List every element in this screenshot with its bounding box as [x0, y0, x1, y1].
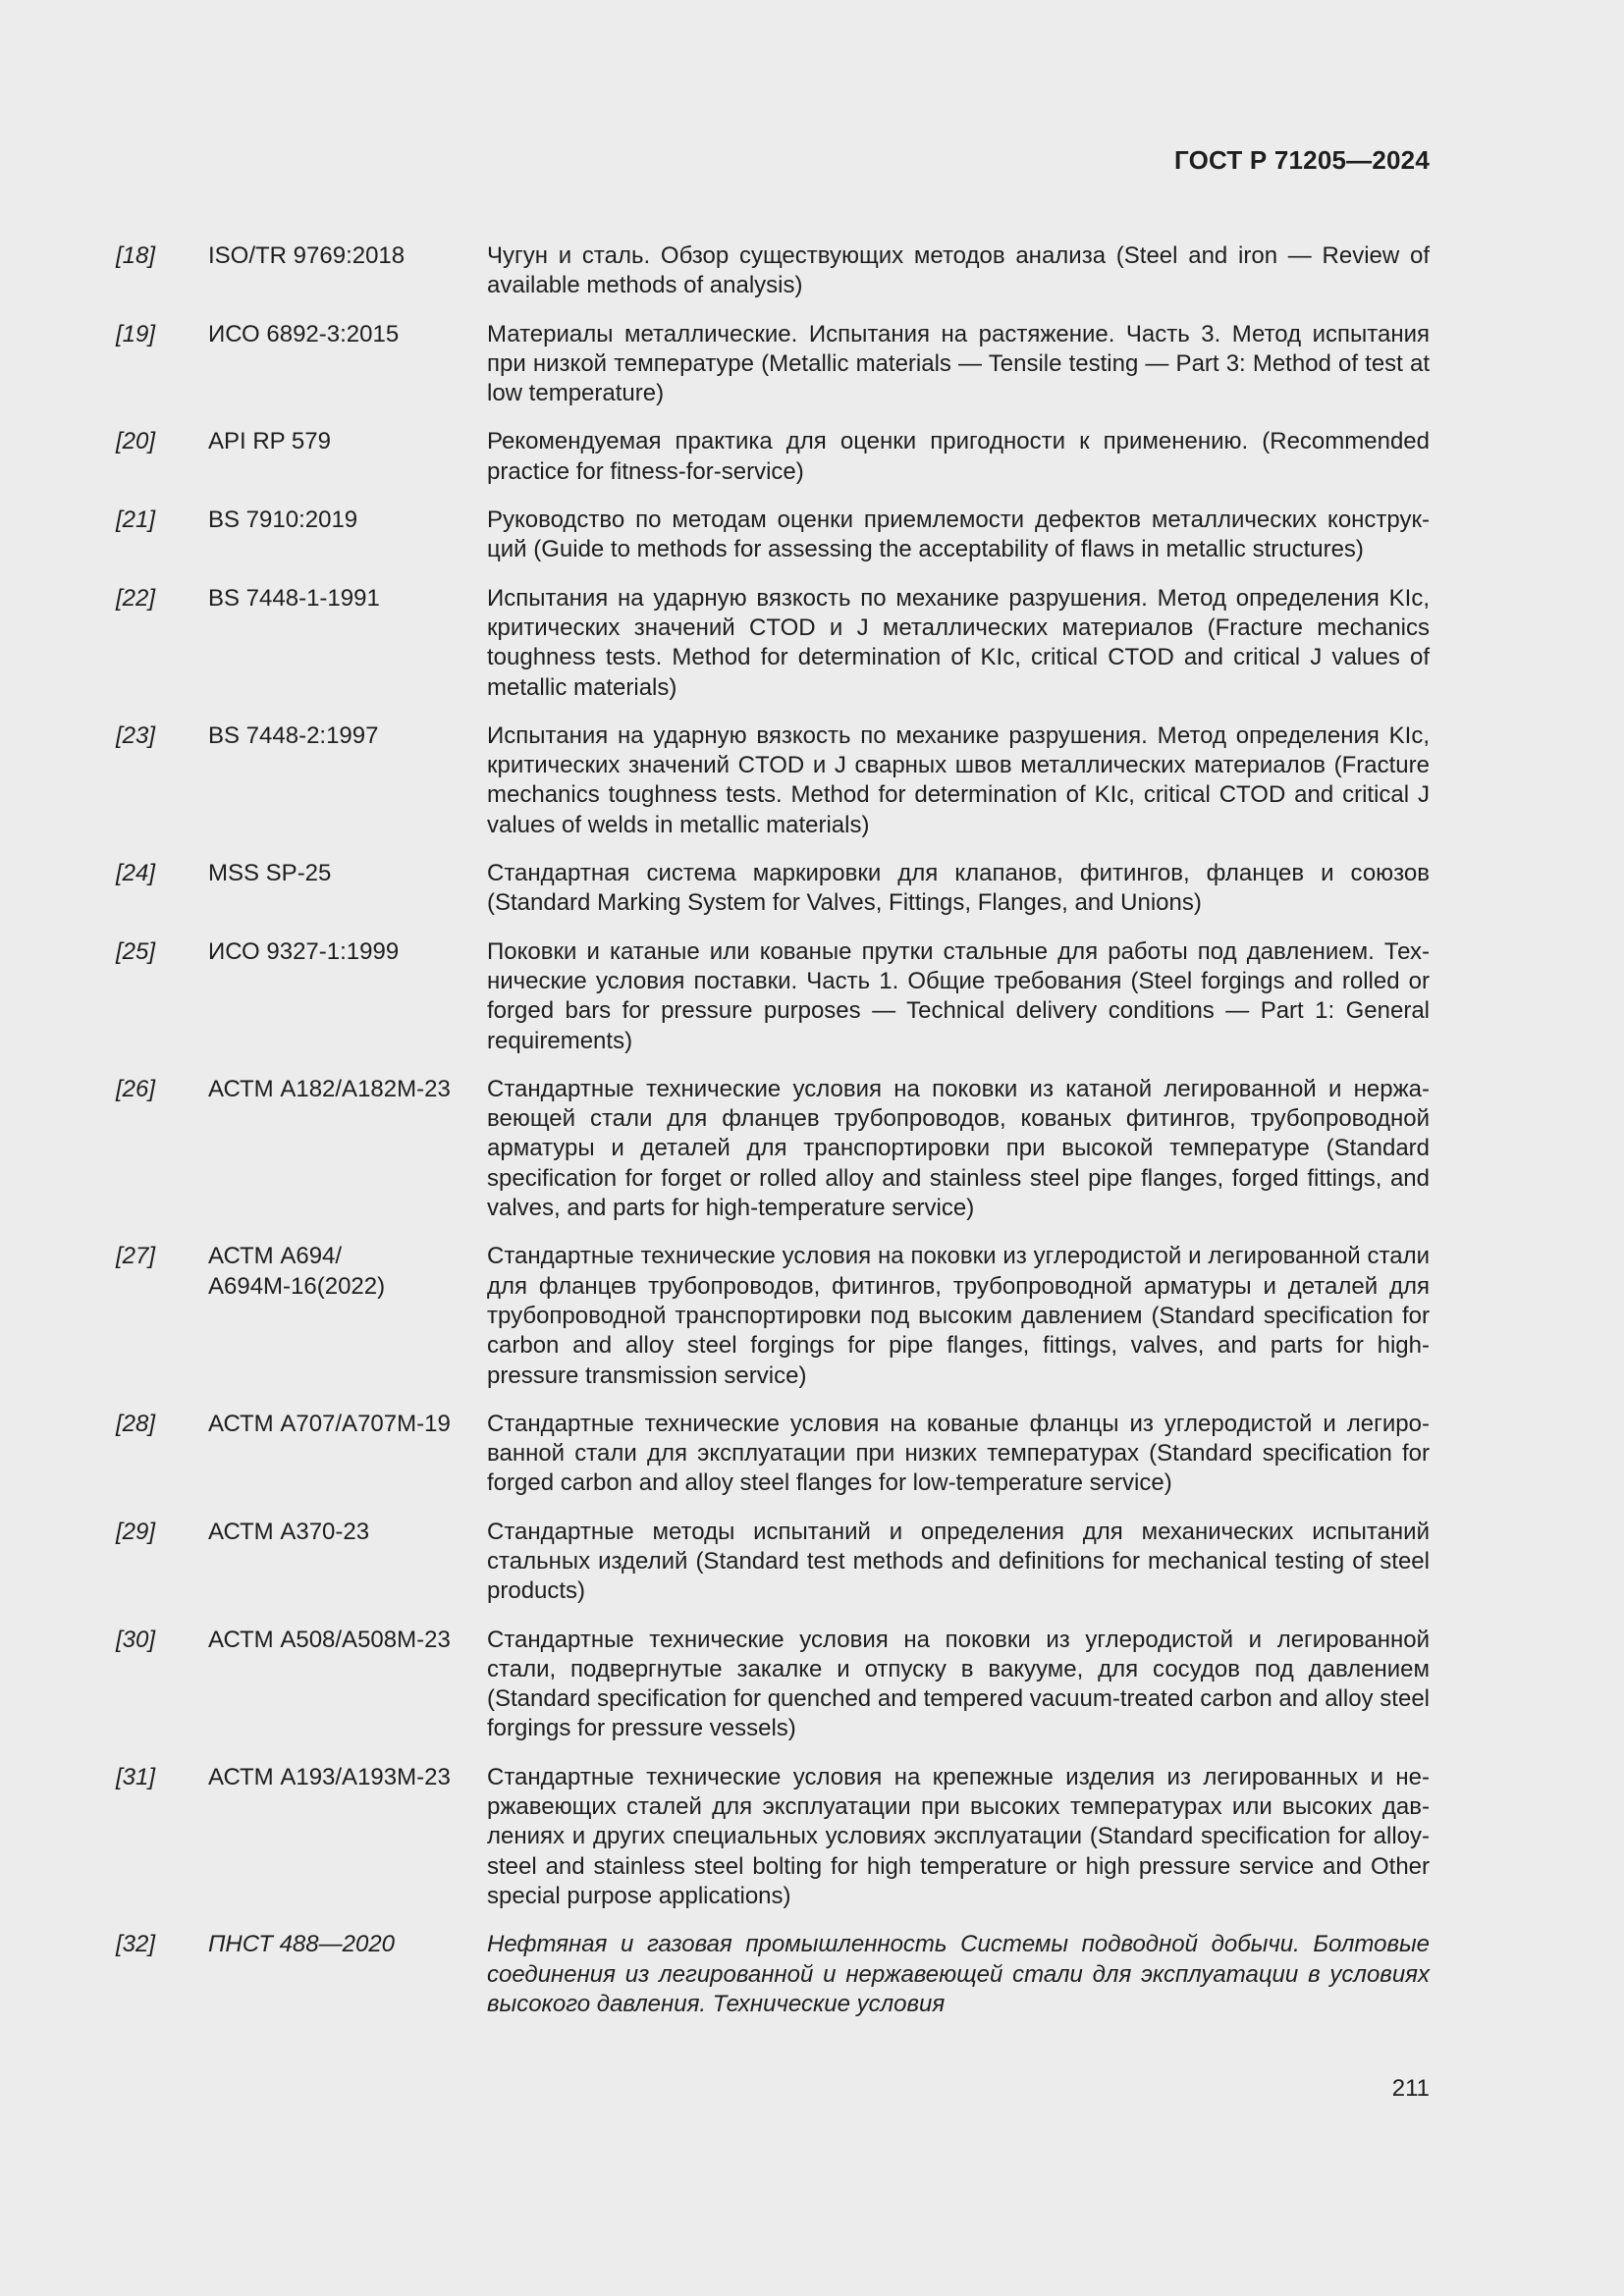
- entry-standard-code: ИСО 6892-3:2015: [208, 320, 400, 347]
- entry-standard-code: АСТМ А182/А182М-23: [208, 1075, 451, 1102]
- entry-standard-code: ИСО 9327-1:1999: [208, 937, 400, 965]
- entry-number: [31]: [116, 1763, 156, 1790]
- bibliography-entry: [116, 1930, 1430, 2019]
- bibliography-entry: [116, 320, 1430, 409]
- entry-number: [26]: [116, 1075, 156, 1102]
- entry-title: Стандартная система маркировки для клапанов, фитингов, фланцев и союзов (Standard Marking System for Valves, Fittings, Flanges, and Unions): [487, 860, 1430, 917]
- bibliography-entry: [116, 721, 1430, 840]
- entry-standard-code: АСТМ А694/ А694М-16(2022): [208, 1243, 386, 1300]
- bibliography-entry: [116, 241, 1430, 301]
- entry-title: Стандартные методы испытаний и определения для механических испытаний стальных изделий (Standard test methods and definitions for mechanical testing of steel products): [487, 1518, 1430, 1605]
- entry-title: Испытания на ударную вязкость по механике разрушения. Метод определения KIc, критических значений CTOD и J металлических материалов (Fracture mechanics toughness tests. Method for determination of KIc, critical CTOD and critical J values of metallic materials): [487, 584, 1430, 701]
- entry-standard-code: АСТМ А193/А193М-23: [208, 1763, 451, 1790]
- entry-title: Стандартные технические условия на поковки из углеродистой и легированной стали для фланцев трубопроводов, фитингов, трубопроводной арматуры и деталей для трубопроводной транспортировки под высоким давлением (Standard specification for carbon and alloy steel forgings for pipe flanges, fittings, valves, and parts for high-pressure transmission service): [487, 1243, 1430, 1389]
- bibliography-entry: [116, 1518, 1430, 1607]
- entry-standard-code: АСТМ А370-23: [208, 1518, 370, 1545]
- entry-title: Стандартные технические условия на крепежные изделия из легированных и нержавеющих сталей для эксплуатации при высоких температурах или высоких давлениях и других специальных условиях эксплуатации (Standard specification for alloy-steel and stainless steel bolting for high temperature or high pressure service and Other special purpose applications): [487, 1763, 1430, 1909]
- bibliography-entry: [116, 506, 1430, 565]
- entry-standard-code: BS 7910:2019: [208, 507, 358, 534]
- entry-number: [20]: [116, 428, 156, 455]
- entry-standard-code: MSS SP-25: [208, 860, 332, 887]
- entry-title: Стандартные технические условия на кованые фланцы из углеродистой и легированной стали для эксплуатации при низких температурах (Standard specification for forged carbon and alloy steel flanges for low-temperature service): [487, 1410, 1430, 1497]
- entry-standard-code: BS 7448-1-1991: [208, 584, 380, 612]
- bibliography-entry: [116, 427, 1430, 487]
- bibliography-entry: [116, 1075, 1430, 1223]
- page-number: 211: [1391, 2075, 1430, 2102]
- entry-title: Испытания на ударную вязкость по механике разрушения. Метод определения KIc, критических значений CTOD и J сварных швов металлических материалов (Fracture mechanics toughness tests. Method for determination of KIc, critical CTOD and critical J values of welds in metallic materials): [487, 721, 1430, 838]
- entry-number: [18]: [116, 242, 156, 269]
- entry-number: [28]: [116, 1410, 156, 1437]
- bibliography-list: [116, 241, 1430, 2038]
- entry-number: [21]: [116, 507, 156, 534]
- entry-title: Материалы металлические. Испытания на растяжение. Часть 3. Метод испытания при низкой температуре (Metallic materials — Tensile testing — Part 3: Method of test at low temperature): [487, 320, 1430, 407]
- entry-title: Рекомендуемая практика для оценки пригодности к применению. (Recommended practice for fitness-for-service): [487, 428, 1430, 485]
- entry-title: Руководство по методам оценки приемлемости дефектов металлических конструкций (Guide to methods for assessing the acceptability of flaws in metallic structures): [487, 507, 1430, 563]
- entry-number: [25]: [116, 937, 156, 965]
- bibliography-entry: [116, 937, 1430, 1056]
- entry-standard-code: АСТМ А508/А508М-23: [208, 1626, 451, 1653]
- document-header: ГОСТ Р 71205—2024: [1174, 145, 1430, 175]
- entry-number: [22]: [116, 584, 156, 612]
- entry-standard-code: ISO/TR 9769:2018: [208, 242, 406, 269]
- entry-standard-code: ПНСТ 488—2020: [208, 1931, 396, 1958]
- entry-number: [27]: [116, 1243, 156, 1270]
- entry-number: [19]: [116, 320, 156, 347]
- entry-number: [30]: [116, 1626, 156, 1653]
- entry-title: Стандартные технические условия на поковки из углеродистой и легированной стали, подвергнутые закалке и отпуску в вакууме, для сосудов под давлением (Standard specification for quenched and tempered vacuum-treated carbon and alloy steel forgings for pressure vessels): [487, 1626, 1430, 1742]
- entry-title: Поковки и катаные или кованые прутки стальные для работы под давлением. Технические условия поставки. Часть 1. Общие требования (Steel forgings and rolled or forged bars for pressure purposes — Technical delivery conditions — Part 1: General requirements): [487, 937, 1430, 1054]
- entry-standard-code: АСТМ А707/А707М-19: [208, 1410, 451, 1437]
- entry-title: Чугун и сталь. Обзор существующих методов анализа (Steel and iron — Review of available methods of analysis): [487, 242, 1430, 299]
- entry-title: Нефтяная и газовая промышленность Системы подводной добычи. Болтовые соединения из легированной и нержавеющей стали для эксплуатации в условиях высокого давления. Технические условия: [487, 1931, 1430, 2017]
- entry-standard-code: BS 7448-2:1997: [208, 721, 379, 749]
- bibliography-entry: [116, 1626, 1430, 1744]
- entry-title: Стандартные технические условия на поковки из катаной легированной и нержавеющей стали для фланцев трубопроводов, кованых фитингов, трубопроводной арматуры и деталей для транспортировки при высокой температуре (Standard specification for forget or rolled alloy and stainless steel pipe flanges, forged fittings, and valves, and parts for high-temperature service): [487, 1075, 1430, 1222]
- entry-number: [23]: [116, 721, 156, 749]
- entry-number: [32]: [116, 1931, 156, 1958]
- entry-standard-code: API RP 579: [208, 428, 331, 455]
- entry-number: [29]: [116, 1518, 156, 1545]
- entry-number: [24]: [116, 860, 156, 887]
- bibliography-entry: [116, 584, 1430, 703]
- bibliography-entry: [116, 1242, 1430, 1390]
- bibliography-entry: [116, 1410, 1430, 1499]
- bibliography-entry: [116, 859, 1430, 919]
- bibliography-entry: [116, 1763, 1430, 1911]
